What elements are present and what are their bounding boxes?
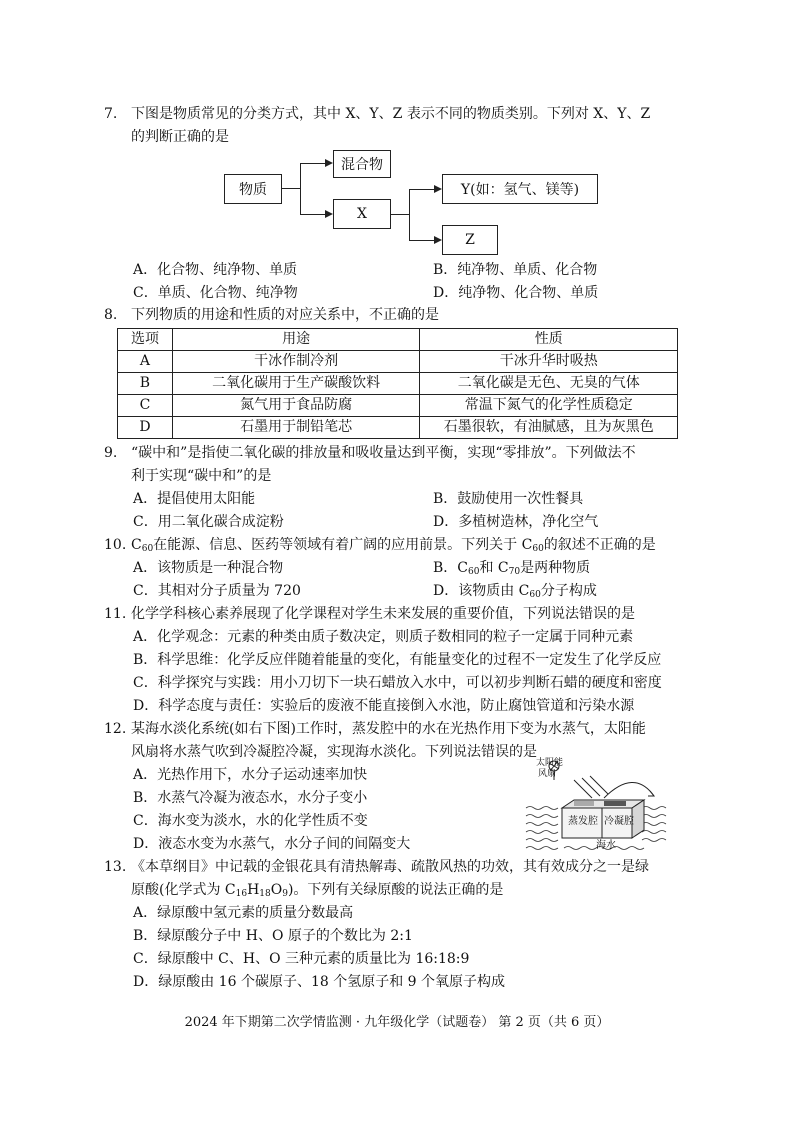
q9-number: 9.: [104, 445, 118, 461]
table-row: [118, 395, 678, 417]
q13-option-c: C．绿原酸中 C、H、O 三种元素的质量比为 16:18:9: [133, 951, 470, 967]
q10-option-b: B．$C_{60}$和 $C_{70}$是两种物质: [433, 560, 591, 577]
q12-stem-line1: 某海水淡化系统(如右下图)工作时，蒸发腔中的水在光热作用下变为水蒸气，太阳能: [131, 721, 646, 737]
q13-option-a: A．绿原酸中氢元素的质量分数最高: [133, 905, 354, 921]
diagram-y-box: Y(如：氢气、镁等): [442, 174, 598, 204]
fan-label-line1: 太阳能: [536, 758, 564, 768]
diagram-connector: [300, 163, 325, 164]
q12-option-b: B．水蒸气冷凝为液态水，水分子变小: [133, 790, 368, 806]
q8-table: [117, 328, 678, 439]
q9-stem-line2: 利于实现“碳中和”的是: [131, 468, 272, 484]
table-cell: 干冰升华时吸热: [420, 351, 678, 373]
q8-number: 8.: [104, 307, 118, 323]
q9-option-a: A．提倡使用太阳能: [133, 491, 256, 507]
q13-number: 13.: [104, 859, 127, 875]
sunlight-rays-icon: [574, 776, 608, 798]
q10-number: 10.: [104, 537, 127, 553]
diagram-connector: [300, 163, 301, 214]
table-header-cell: 选项: [118, 329, 173, 351]
diagram-arrowhead: [325, 210, 333, 218]
q9-option-d: D．多植树造林，净化空气: [433, 514, 599, 530]
table-header-row: [118, 329, 678, 351]
q9-option-c: C．用二氧化碳合成淀粉: [133, 514, 284, 530]
evaporator-label: 蒸发腔: [568, 816, 598, 827]
q12-number: 12.: [104, 721, 127, 737]
q11-stem: 化学学科核心素养展现了化学课程对学生未来发展的重要价值，下列说法错误的是: [131, 606, 635, 622]
diagram-connector: [391, 214, 409, 215]
diagram-arrowhead: [325, 159, 333, 167]
q11-option-c: C．科学探究与实践：用小刀切下一块石蜡放入水中，可以初步判断石蜡的硬度和密度: [133, 675, 662, 691]
table-cell: D: [118, 417, 173, 439]
table-cell: 石墨用于制铅笔芯: [172, 417, 420, 439]
q7-option-b: B．纯净物、单质、化合物: [433, 262, 598, 278]
diagram-connector: [409, 240, 434, 241]
diagram-connector: [300, 214, 325, 215]
table-cell: C: [118, 395, 173, 417]
diagram-connector: [409, 189, 434, 190]
q8-stem: 下列物质的用途和性质的对应关系中，不正确的是: [131, 307, 439, 323]
diagram-arrowhead: [434, 236, 442, 244]
q10-option-c: C．其相对分子质量为 720: [133, 583, 301, 599]
table-cell: B: [118, 373, 173, 395]
q7-option-d: D．纯净物、化合物、单质: [433, 285, 599, 301]
desalination-figure: [524, 758, 674, 858]
table-header-cell: 用途: [172, 329, 420, 351]
q7-number: 7.: [104, 106, 118, 122]
q13-option-d: D．绿原酸由 16 个碳原子、18 个氢原子和 9 个氧原子构成: [133, 974, 506, 990]
q12-option-c: C．海水变为淡水，水的化学性质不变: [133, 813, 368, 829]
table-cell: 干冰作制冷剂: [172, 351, 420, 373]
table-row: [118, 373, 678, 395]
airflow-arrow-icon: [604, 782, 654, 798]
table-cell: 石墨很软，有油腻感，且为灰黑色: [420, 417, 678, 439]
q9-stem-line1: “碳中和”是指使二氧化碳的排放量和吸收量达到平衡，实现“零排放”。下列做法不: [131, 445, 636, 461]
table-cell: 氮气用于食品防腐: [172, 395, 420, 417]
q10-option-d: D．该物质由 $C_{60}$分子构成: [433, 583, 597, 600]
fan-label-line2: 风扇: [538, 769, 557, 779]
q12-stem-line2: 风扇将水蒸气吹到冷凝腔冷凝，实现海水淡化。下列说法错误的是: [131, 744, 537, 760]
condenser-label: 冷凝腔: [604, 816, 634, 827]
q11-number: 11.: [104, 606, 127, 622]
q10-option-a: A．该物质是一种混合物: [133, 560, 284, 576]
table-row: [118, 351, 678, 373]
q12-option-d: D．液态水变为水蒸气，水分子间的间隔变大: [133, 836, 411, 852]
q10-stem: $C_{60}$在能源、信息、医药等领域有着广阔的应用前景。下列关于 $C_{60}$的叙述不正确的是: [131, 537, 656, 554]
diagram-z-box: Z: [442, 225, 498, 255]
diagram-connector: [282, 188, 300, 189]
table-cell: 二氧化碳用于生产碳酸饮料: [172, 373, 420, 395]
q12-option-a: A．光热作用下，水分子运动速率加快: [133, 767, 368, 783]
seawater-label: 海水: [596, 840, 616, 851]
table-header-cell: 性质: [420, 329, 678, 351]
diagram-arrowhead: [434, 185, 442, 193]
q7-option-a: A．化合物、纯净物、单质: [133, 262, 298, 278]
q11-option-d: D．科学态度与责任：实验后的废液不能直接倒入水池，防止腐蚀管道和污染水源: [133, 698, 635, 714]
q13-stem-line1: 《本草纲目》中记载的金银花具有清热解毒、疏散风热的功效，其有效成分之一是绿: [131, 859, 649, 875]
q13-option-b: B．绿原酸分子中 H、O 原子的个数比为 2:1: [133, 928, 413, 944]
q7-option-c: C．单质、化合物、纯净物: [133, 285, 298, 301]
table-row: [118, 417, 678, 439]
diagram-mixture-box: 混合物: [333, 150, 391, 178]
diagram-x-box: X: [333, 199, 391, 229]
page-footer: 2024 年下期第二次学情监测 · 九年级化学（试题卷） 第 2 页（共 6 页）: [184, 1015, 610, 1030]
q9-option-b: B．鼓励使用一次性餐具: [433, 491, 584, 507]
q7-stem-line2: 的判断正确的是: [131, 129, 229, 145]
diagram-root-box: 物质: [224, 174, 282, 204]
diagram-connector: [409, 189, 410, 240]
q11-option-a: A．化学观念：元素的种类由质子数决定，则质子数相同的粒子一定属于同种元素: [133, 629, 634, 645]
q11-option-b: B．科学思维：化学反应伴随着能量的变化，有能量变化的过程不一定发生了化学反应: [133, 652, 662, 668]
table-cell: 二氧化碳是无色、无臭的气体: [420, 373, 678, 395]
q7-stem-line1: 下图是物质常见的分类方式，其中 X、Y、Z 表示不同的物质类别。下列对 X、Y、Z: [131, 106, 651, 122]
q13-stem-line2: 原酸(化学式为 $C_{16}H_{18}O_9$)。下列有关绿原酸的说法正确的是: [131, 882, 504, 899]
table-cell: A: [118, 351, 173, 373]
table-cell: 常温下氮气的化学性质稳定: [420, 395, 678, 417]
